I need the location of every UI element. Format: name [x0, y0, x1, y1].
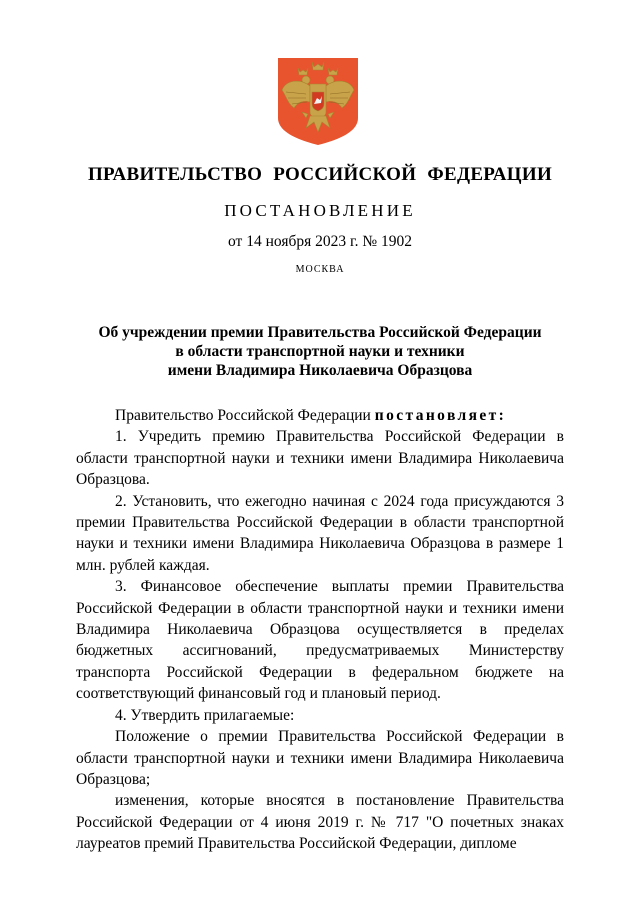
body-paragraph: 1. Учредить премию Правительства Российской Федерации в области транспортной науки и техники имени Владимира Николаевича Образцова. — [76, 428, 564, 489]
body-paragraph: изменения, которые вносятся в постановление Правительства Российской Федерации от 4 июня 2019 г. № 717 "О почетных знаках лауреатов премий Правительства Российской Федерации, дипломе — [76, 792, 564, 853]
document-heading — [0, 323, 640, 380]
body-paragraph: Положение о премии Правительства Российской Федерации в области транспортной науки и техники имени Владимира Николаевича Образцова; — [76, 728, 564, 788]
document-type: ПОСТАНОВЛЕНИЕ — [224, 201, 416, 220]
intro-paragraph — [76, 405, 564, 426]
intro-text: Правительство Российской Федерации — [115, 407, 375, 424]
government-title: ПРАВИТЕЛЬСТВО РОССИЙСКОЙ ФЕДЕРАЦИИ — [87, 164, 553, 185]
russian-coat-of-arms-icon — [276, 56, 360, 146]
document-date-number: от 14 ноября 2023 г. № 1902 — [228, 233, 412, 250]
document-city: МОСКВА — [295, 264, 345, 275]
body-paragraph: 4. Утвердить прилагаемые: — [115, 706, 295, 724]
heading-line: имени Владимира Николаевича Образцова — [167, 362, 473, 379]
body-paragraph: 3. Финансовое обеспечение выплаты премии Правительства Российской Федерации в области транспортной науки и техники имени Владимира Николаевича Образцова осуществляется в пределах бюджетных ассигнований, предусматриваемых Министерству транспорта Российской Федерации в федеральном бюджете на соответствующий финансовый год и плановый период. — [76, 578, 564, 703]
body-paragraph: 2. Установить, что ежегодно начиная с 2024 года присуждаются 3 премии Правительства Российской Федерации в области транспортной науки и техники имени Владимира Николаевича Образцова в размере 1 млн. рублей каждая. — [76, 492, 564, 574]
decree-word: постановляет: — [374, 407, 507, 424]
heading-line: Об учреждении премии Правительства Российской Федерации — [98, 324, 542, 341]
heading-line: в области транспортной науки и техники — [175, 343, 465, 360]
document-body — [76, 405, 564, 855]
